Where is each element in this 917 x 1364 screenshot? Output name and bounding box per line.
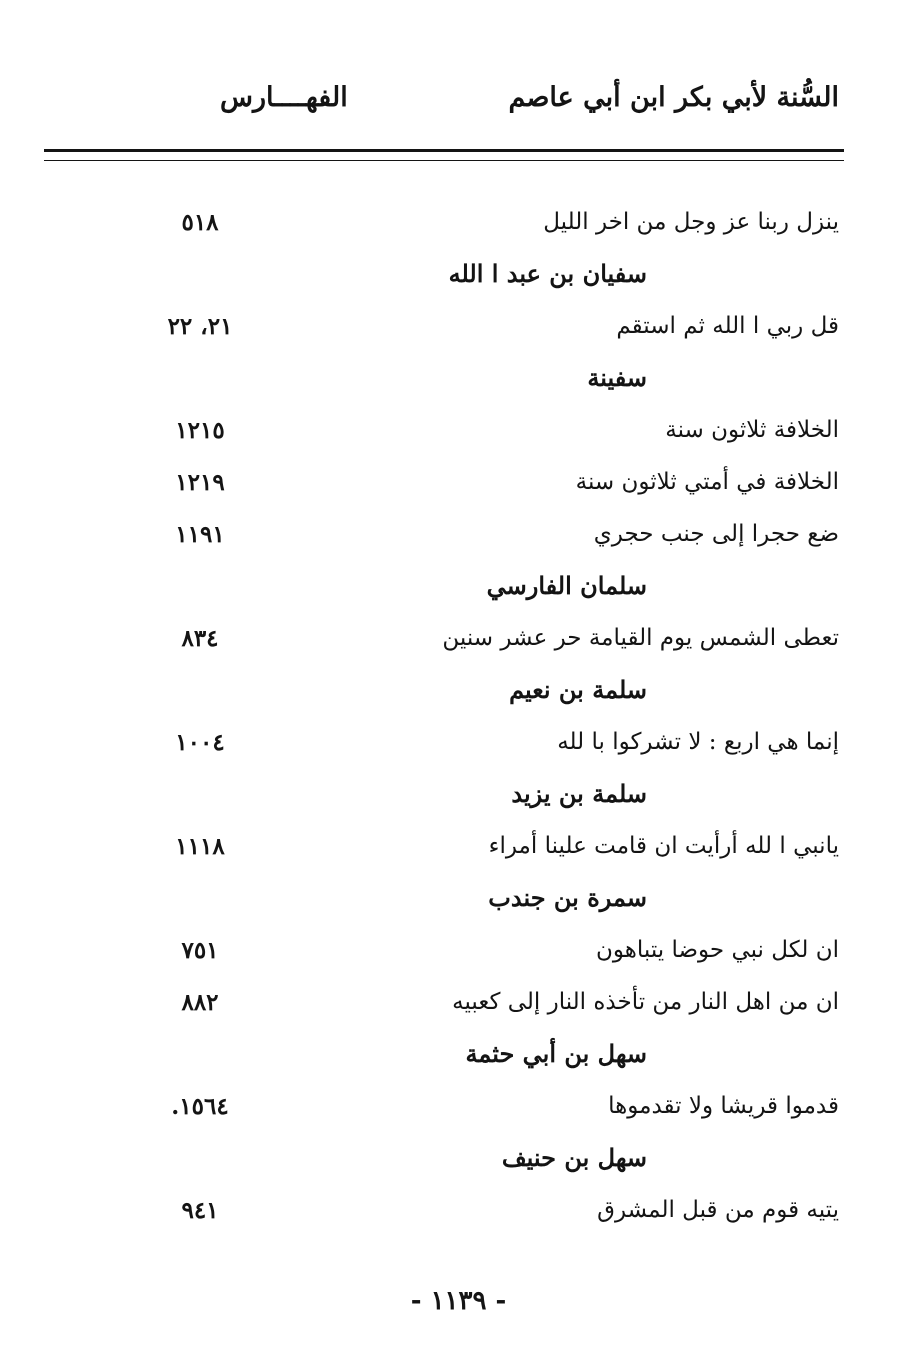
hadith-reference-number: ٧٥١ bbox=[181, 937, 219, 964]
narrator-heading: سمرة بن جندب bbox=[488, 883, 647, 912]
hadith-reference-number: ٢١، ٢٢ bbox=[167, 313, 233, 340]
hadith-entry-text: يانبي ا لله أرأيت ان قامت علينا أمراء bbox=[488, 833, 839, 859]
hadith-reference-number: ١١١٨ bbox=[175, 833, 225, 860]
hadith-entry-text: قل ربي ا الله ثم استقم bbox=[616, 313, 839, 339]
hadith-entry-row bbox=[0, 1193, 917, 1245]
hadith-reference-number: ١٢١٥ bbox=[175, 417, 225, 444]
hadith-entry-row bbox=[0, 621, 917, 673]
narrator-heading-row bbox=[0, 777, 917, 829]
hadith-entry-text: يتيه قوم من قبل المشرق bbox=[597, 1197, 839, 1223]
narrator-heading: سفينة bbox=[587, 363, 647, 392]
narrator-heading-row bbox=[0, 1037, 917, 1089]
hadith-entry-row bbox=[0, 985, 917, 1037]
hadith-reference-number: ٨٣٤ bbox=[181, 625, 219, 652]
hadith-entry-text: ضع حجرا إلى جنب حجري bbox=[593, 521, 839, 547]
hadith-reference-number: ١٢١٩ bbox=[175, 469, 225, 496]
narrator-heading: سفيان بن عبد ا الله bbox=[448, 259, 647, 288]
hadith-entry-text: ان لكل نبي حوضا يتباهون bbox=[596, 937, 839, 963]
hadith-entry-text: ينزل ربنا عز وجل من اخر الليل bbox=[543, 209, 839, 235]
hadith-reference-number: ١١٩١ bbox=[175, 521, 225, 548]
hadith-entry-row bbox=[0, 829, 917, 881]
hadith-entry-text: الخلافة في أمتي ثلاثون سنة bbox=[575, 469, 839, 495]
narrator-heading: سهل بن حنيف bbox=[501, 1143, 647, 1172]
hadith-entry-row bbox=[0, 309, 917, 361]
hadith-entry-row bbox=[0, 933, 917, 985]
hadith-entry-text: قدموا قريشا ولا تقدموها bbox=[608, 1093, 839, 1119]
narrator-heading-row bbox=[0, 1141, 917, 1193]
hadith-reference-number: ٥١٨ bbox=[181, 209, 219, 236]
page-number: - ١١٣٩ - bbox=[410, 1286, 507, 1316]
hadith-reference-number: ١٥٦٤. bbox=[171, 1093, 229, 1120]
hadith-entry-text: ان من اهل النار من تأخذه النار إلى كعبيه bbox=[452, 989, 839, 1015]
hadith-entry-row bbox=[0, 1089, 917, 1141]
hadith-reference-number: ٩٤١ bbox=[181, 1197, 219, 1224]
hadith-entry-row bbox=[0, 413, 917, 465]
narrator-heading-row bbox=[0, 881, 917, 933]
hadith-entry-row bbox=[0, 205, 917, 257]
header-rule-thick bbox=[44, 149, 844, 152]
narrator-heading-row bbox=[0, 673, 917, 725]
hadith-reference-number: ١٠٠٤ bbox=[175, 729, 225, 756]
hadith-entry-row bbox=[0, 517, 917, 569]
narrator-heading-row bbox=[0, 361, 917, 413]
header-rule-thin bbox=[44, 160, 844, 161]
narrator-heading-row bbox=[0, 569, 917, 621]
hadith-entry-text: إنما هي اربع : لا تشركوا با لله bbox=[557, 729, 839, 755]
narrator-heading: سلمة بن نعيم bbox=[509, 675, 647, 704]
hadith-entry-row bbox=[0, 725, 917, 777]
narrator-heading: سلمان الفارسي bbox=[486, 571, 647, 600]
narrator-heading: سهل بن أبي حثمة bbox=[465, 1039, 647, 1068]
hadith-entry-text: تعطى الشمس يوم القيامة حر عشر سنين bbox=[442, 625, 839, 651]
hadith-entry-text: الخلافة ثلاثون سنة bbox=[665, 417, 839, 443]
hadith-reference-number: ٨٨٢ bbox=[181, 989, 219, 1016]
book-title: السُّنة لأبي بكر ابن أبي عاصم bbox=[508, 82, 839, 113]
narrator-heading: سلمة بن يزيد bbox=[511, 779, 647, 808]
hadith-entry-row bbox=[0, 465, 917, 517]
narrator-heading-row bbox=[0, 257, 917, 309]
section-title: الفهــــارس bbox=[220, 82, 348, 113]
index-list bbox=[0, 205, 917, 1245]
